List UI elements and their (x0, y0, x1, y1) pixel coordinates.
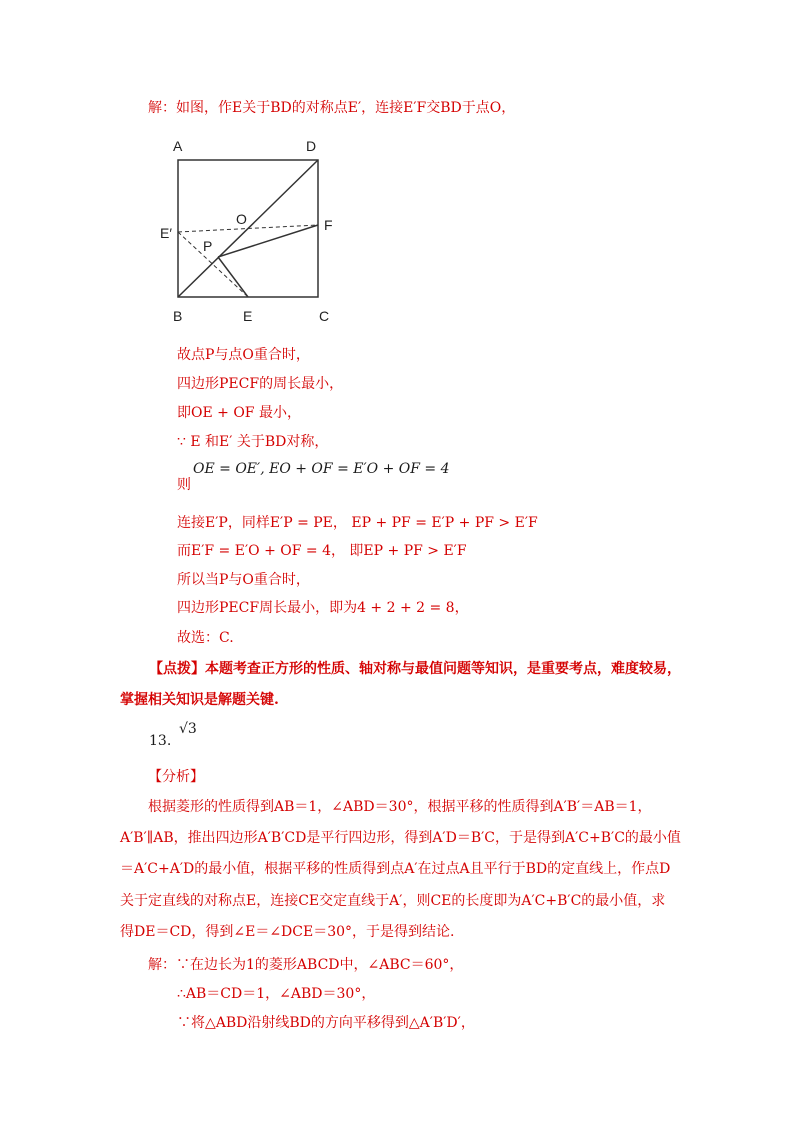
step-9: 所以当P与O重合时， (177, 572, 310, 588)
analysis-line-1: 根据菱形的性质得到AB＝1，∠ABD＝30°，根据平移的性质得到A′B′＝AB＝1， (148, 799, 652, 815)
segment-p-e (218, 257, 248, 297)
step-2: 四边形PECF的周长最小， (177, 376, 344, 392)
label-c: C (319, 308, 330, 324)
step-7: 连接E′P，同样E′P = PE， EP + PF = E′P + PF > E′F (177, 515, 538, 531)
segment-p-f (218, 225, 318, 257)
solution-intro: 解：如图，作E关于BD的对称点E′，连接E′F交BD于点O， (148, 100, 516, 116)
step-4: ∵ E 和E′ 关于BD对称， (177, 434, 329, 450)
question-answer: √3 (179, 721, 197, 737)
label-f: F (324, 217, 333, 233)
analysis-line-2: A′B′∥AB，推出四边形A′B′CD是平行四边形，得到A′D＝B′C，于是得到A′C+B′C的最小值 (120, 830, 681, 846)
question-number: 13. (149, 733, 172, 749)
analysis-line-3: ＝A′C+A′D的最小值，根据平移的性质得到点A′在过点A且平行于BD的定直线上，作点D (120, 861, 671, 877)
tip-line-1: 【点拨】本题考查正方形的性质、轴对称与最值问题等知识，是重要考点，难度较易， (149, 661, 681, 677)
label-p: P (203, 238, 213, 254)
analysis-line-5: 得DE＝CD，得到∠E＝∠DCE＝30°，于是得到结论. (120, 924, 455, 940)
solution2-line-3: ∵将△ABD沿射线BD的方向平移得到△A′B′D′， (177, 1015, 475, 1031)
step-1: 故点P与点O重合时， (177, 347, 310, 363)
solution2-line-1: 解：∵在边长为1的菱形ABCD中，∠ABC＝60°， (148, 957, 464, 973)
tip-line-2: 掌握相关知识是解题关键. (120, 692, 279, 708)
label-d: D (306, 138, 317, 154)
label-a: A (173, 138, 183, 154)
solution2-line-2: ∴AB＝CD＝1，∠ABD＝30°， (177, 986, 376, 1002)
step-11: 故选：C. (177, 630, 234, 646)
label-e: E (243, 308, 253, 324)
step-10: 四边形PECF周长最小，即为4 + 2 + 2 = 8， (177, 600, 469, 616)
step-5: OE = OE′, EO + OF = E′O + OF = 4 (193, 461, 450, 477)
step-3: 即OE + OF 最小， (177, 405, 301, 421)
label-b: B (173, 308, 183, 324)
analysis-heading: 【分析】 (148, 769, 204, 785)
label-e-prime: E′ (160, 225, 172, 241)
step-8: 而E′F = E′O + OF = 4， 即EP + PF > E′F (177, 543, 467, 559)
analysis-line-4: 关于定直线的对称点E，连接CE交定直线于A′，则CE的长度即为A′C+B′C的最小值，求 (120, 893, 666, 909)
label-o: O (236, 211, 247, 227)
step-6: 则 (177, 477, 191, 493)
